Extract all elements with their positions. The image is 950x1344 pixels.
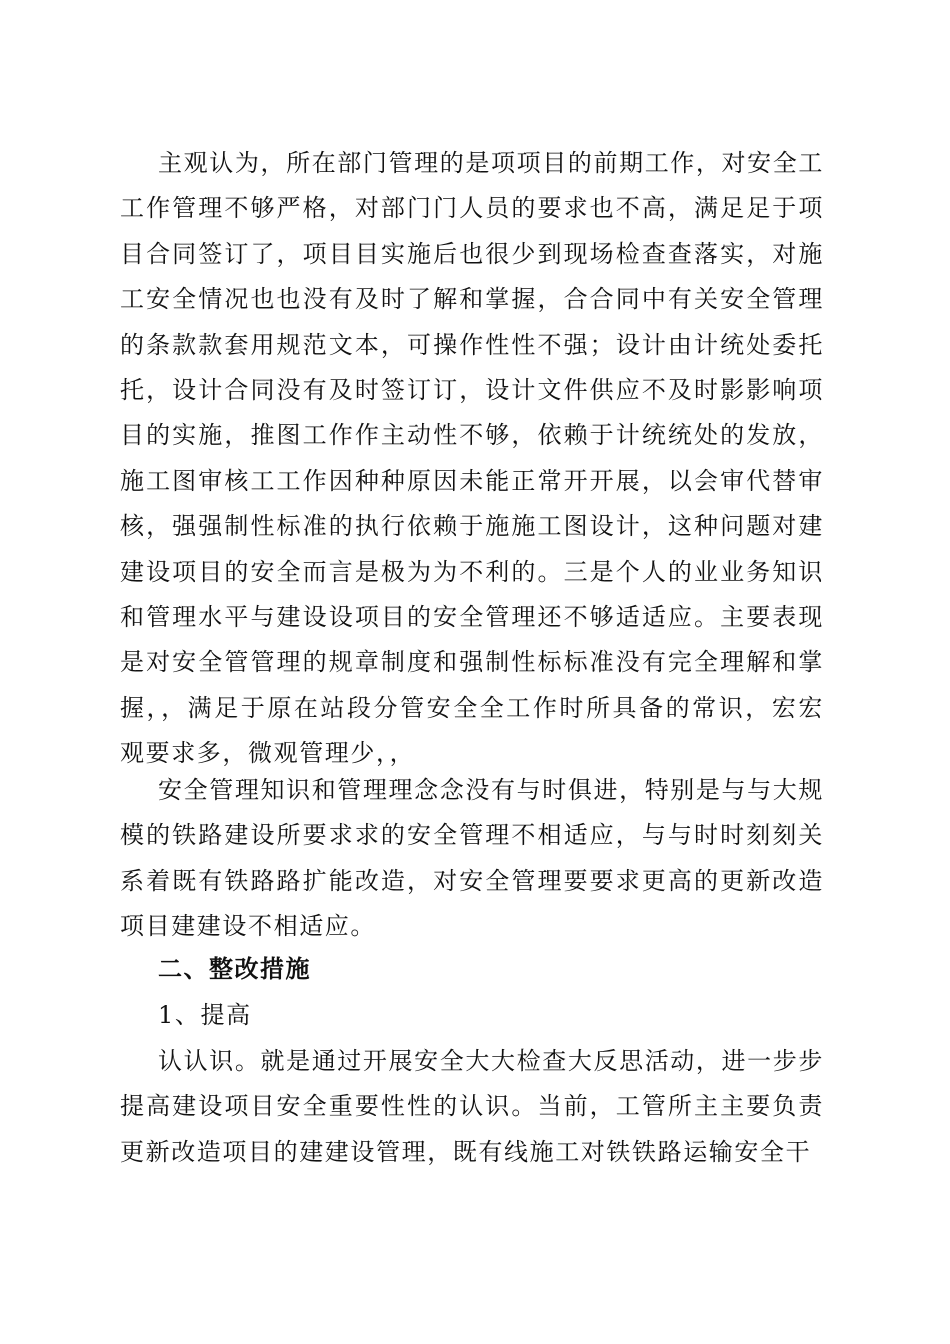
- section-heading-rectification: 二、整改措施: [158, 955, 311, 983]
- body-paragraph-3: 认认识。就是通过开展安全大大检查大反思活动，进一步步提高建设项目安全重要性性的认识。当前，工管所主主要负责更新改造项目的建建设管理，既有线施工对铁铁路运输安全干: [120, 1047, 824, 1166]
- body-paragraph-1: 主观认为，所在部门管理的是项项目的前期工作，对安全工工作管理不够严格，对部门门人员的要求也不高，满足足于项目合同签订了，项目目实施后也很少到现场检查查落实，对施工安全情况也也没有及时了解和掌握，合合同中有关安全管理的条款款套用规范文本，可操作性性不强；设计由计统处委托托，设计合同没有及时签订订，设计文件供应不及时影影响项目的实施，推图工作作主动性不够，依赖于计统统处的发放，施工图审核工工作因种种原因未能正常开开展，以会审代替审核，强强制性标准的执行依赖于施施工图设计，这种问题对建建设项目的安全而言是极为为不利的。三是个人的业业务知识和管理水平与建设设项目的安全管理还不够适适应。主要表现是对安全管管理的规章制度和强制性标标准没有完全理解和掌握，，满足于原在站段分管安全全工作时所具备的常识，宏宏观要求多，微观管理少，，: [120, 149, 824, 768]
- body-paragraph-2: 安全管理知识和管理理念念没有与时俱进，特别是与与大规模的铁路建设所要求求的安全管理不相适应，与与时时刻刻关系着既有铁路路扩能改造，对安全管理要要求更高的更新改造项目建建设不相适应。: [120, 776, 824, 941]
- list-item-1: 1、提高: [158, 1001, 252, 1029]
